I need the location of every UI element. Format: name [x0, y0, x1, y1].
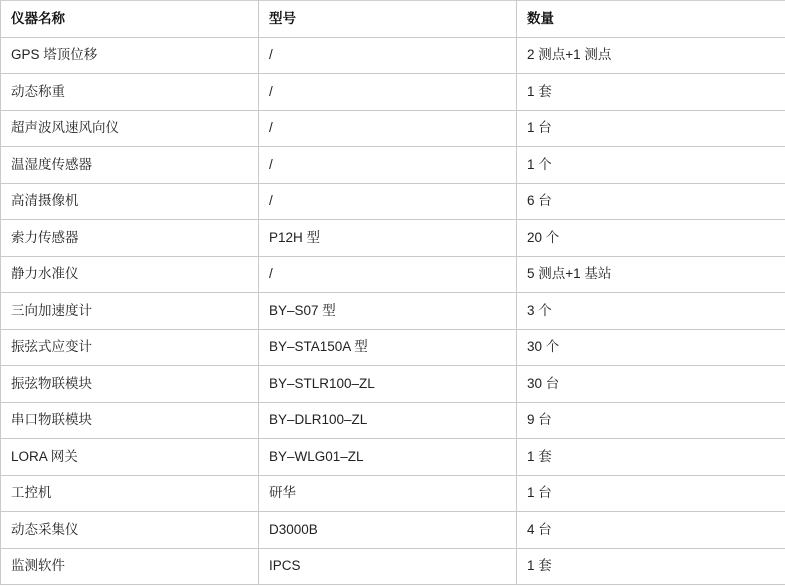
- table-row: [1, 74, 785, 111]
- table-row: [1, 366, 785, 403]
- cell-model: /: [259, 147, 517, 184]
- cell-instrument-name: 超声波风速风向仪: [1, 110, 259, 147]
- cell-instrument-name: 静力水准仪: [1, 256, 259, 293]
- cell-model: /: [259, 183, 517, 220]
- table-row: [1, 475, 785, 512]
- cell-model: /: [259, 256, 517, 293]
- cell-instrument-name: LORA 网关: [1, 439, 259, 476]
- cell-model: D3000B: [259, 512, 517, 549]
- cell-quantity: 5 测点+1 基站: [517, 256, 785, 293]
- cell-model: BY–S07 型: [259, 293, 517, 330]
- table-row: [1, 37, 785, 74]
- table-row: [1, 548, 785, 585]
- table-row: [1, 110, 785, 147]
- table-row: [1, 147, 785, 184]
- cell-model: BY–STLR100–ZL: [259, 366, 517, 403]
- cell-instrument-name: 监测软件: [1, 548, 259, 585]
- table-header-row: [1, 1, 785, 38]
- cell-quantity: 30 台: [517, 366, 785, 403]
- table-row: [1, 220, 785, 257]
- cell-instrument-name: 动态称重: [1, 74, 259, 111]
- cell-instrument-name: 振弦式应变计: [1, 329, 259, 366]
- cell-model: BY–DLR100–ZL: [259, 402, 517, 439]
- cell-instrument-name: 三向加速度计: [1, 293, 259, 330]
- cell-quantity: 1 套: [517, 74, 785, 111]
- cell-model: /: [259, 74, 517, 111]
- column-header-name: 仪器名称: [1, 1, 259, 38]
- cell-quantity: 1 套: [517, 439, 785, 476]
- cell-quantity: 4 台: [517, 512, 785, 549]
- table-row: [1, 183, 785, 220]
- cell-instrument-name: 串口物联模块: [1, 402, 259, 439]
- cell-quantity: 20 个: [517, 220, 785, 257]
- cell-quantity: 1 台: [517, 475, 785, 512]
- cell-quantity: 2 测点+1 测点: [517, 37, 785, 74]
- cell-instrument-name: 高清摄像机: [1, 183, 259, 220]
- cell-quantity: 9 台: [517, 402, 785, 439]
- cell-quantity: 1 套: [517, 548, 785, 585]
- column-header-qty: 数量: [517, 1, 785, 38]
- cell-model: IPCS: [259, 548, 517, 585]
- cell-model: /: [259, 37, 517, 74]
- cell-instrument-name: 温湿度传感器: [1, 147, 259, 184]
- cell-quantity: 1 台: [517, 110, 785, 147]
- table-row: [1, 402, 785, 439]
- cell-model: BY–STA150A 型: [259, 329, 517, 366]
- cell-instrument-name: 振弦物联模块: [1, 366, 259, 403]
- table-row: [1, 329, 785, 366]
- table-row: [1, 293, 785, 330]
- cell-quantity: 30 个: [517, 329, 785, 366]
- cell-quantity: 1 个: [517, 147, 785, 184]
- cell-instrument-name: 工控机: [1, 475, 259, 512]
- cell-model: P12H 型: [259, 220, 517, 257]
- cell-model: BY–WLG01–ZL: [259, 439, 517, 476]
- cell-model: /: [259, 110, 517, 147]
- table-row: [1, 439, 785, 476]
- cell-model: 研华: [259, 475, 517, 512]
- table-body: [1, 37, 785, 585]
- table-header: [1, 1, 785, 38]
- cell-quantity: 6 台: [517, 183, 785, 220]
- cell-instrument-name: 索力传感器: [1, 220, 259, 257]
- table-row: [1, 512, 785, 549]
- column-header-model: 型号: [259, 1, 517, 38]
- cell-instrument-name: 动态采集仪: [1, 512, 259, 549]
- table-row: [1, 256, 785, 293]
- cell-instrument-name: GPS 塔顶位移: [1, 37, 259, 74]
- cell-quantity: 3 个: [517, 293, 785, 330]
